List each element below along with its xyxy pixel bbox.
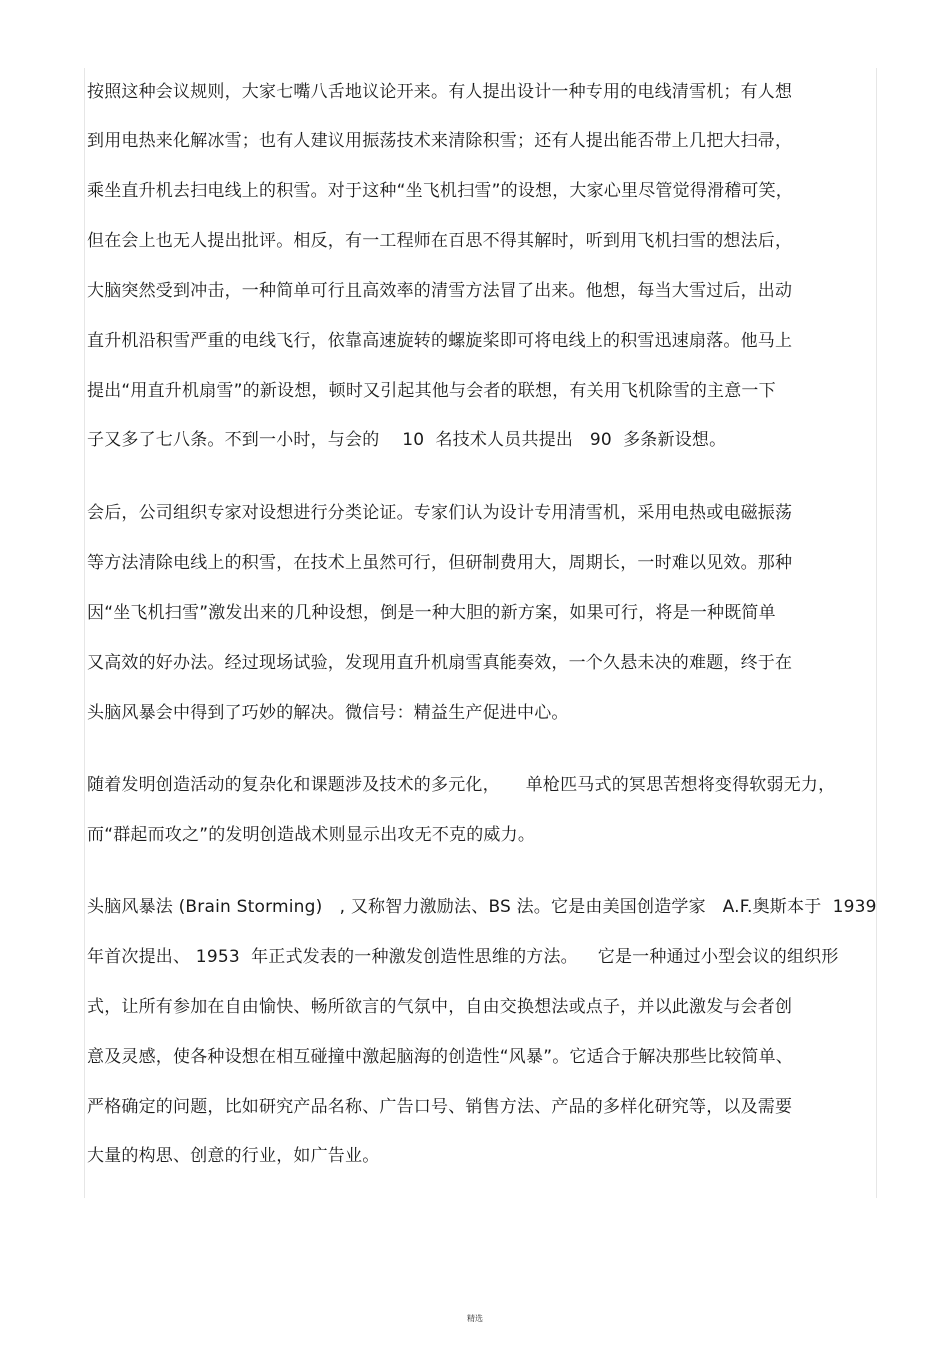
paragraph-2-line-4: 又高效的好办法。经过现场试验，发现用直升机扇雪真能奏效，一个久悬未决的难题，终于在 [87, 653, 793, 673]
paragraph-2-line-2: 等方法清除电线上的积雪，在技术上虽然可行，但研制费用大，周期长，一时难以见效。那种 [87, 553, 793, 573]
paragraph-3-line-2: 而“群起而攻之”的发明创造战术则显示出攻无不克的威力。 [87, 825, 536, 845]
paragraph-1-line-5: 大脑突然受到冲击，一种简单可行且高效率的清雪方法冒了出来。他想，每当大雪过后，出动 [87, 281, 793, 301]
paragraph-1-line-6: 直升机沿积雪严重的电线飞行，依靠高速旋转的螺旋桨即可将电线上的积雪迅速扇落。他马上 [87, 331, 793, 351]
paragraph-2-line-5: 头脑风暴会中得到了巧妙的解决。微信号：精益生产促进中心。 [87, 703, 569, 723]
paragraph-1-line-2: 到用电热来化解冰雪；也有人建议用振荡技术来清除积雪；还有人提出能否带上几把大扫帚， [87, 131, 793, 151]
page-border-left [84, 68, 85, 1198]
paragraph-4-line-3: 式，让所有参加在自由愉快、畅所欲言的气氛中，自由交换想法或点子，并以此激发与会者创 [87, 997, 793, 1017]
paragraph-2-line-1: 会后，公司组织专家对设想进行分类论证。专家们认为设计专用清雪机，采用电热或电磁振荡 [87, 503, 793, 523]
paragraph-1-line-4: 但在会上也无人提出批评。相反，有一工程师在百思不得其解时，听到用飞机扫雪的想法后， [87, 231, 793, 251]
paragraph-1-line-1: 按照这种会议规则，大家七嘴八舌地议论开来。有人提出设计一种专用的电线清雪机；有人想 [87, 82, 793, 102]
paragraph-1-line-8: 子又多了七八条。不到一小时，与会的 10 名技术人员共提出 90 多条新设想。 [87, 430, 727, 450]
paragraph-3-line-1: 随着发明创造活动的复杂化和课题涉及技术的多元化， 单枪匹马式的冥思苦想将变得软弱无力， [87, 775, 836, 795]
paragraph-1-line-7: 提出“用直升机扇雪”的新设想，顿时又引起其他与会者的联想，有关用飞机除雪的主意一下 [87, 381, 776, 401]
paragraph-4-line-5: 严格确定的问题，比如研究产品名称、广告口号、销售方法、产品的多样化研究等，以及需要 [87, 1097, 793, 1117]
paragraph-4-line-1: 头脑风暴法 (Brain Storming) , 又称智力激励法、BS 法。它是由美国创造学家 A.F.奥斯本于 1939 [87, 897, 877, 917]
paragraph-4-line-6: 大量的构思、创意的行业，如广告业。 [87, 1146, 380, 1166]
paragraph-2-line-3: 因“坐飞机扫雪”激发出来的几种设想，倒是一种大胆的新方案，如果可行，将是一种既简单 [87, 603, 776, 623]
paragraph-4-line-2: 年首次提出、 1953 年正式发表的一种激发创造性思维的方法。 它是一种通过小型会议的组织形 [87, 947, 839, 967]
paragraph-1-line-3: 乘坐直升机去扫电线上的积雪。对于这种“坐飞机扫雪”的设想，大家心里尽管觉得滑稽可笑， [87, 181, 794, 201]
page-footer-label: 精选 [467, 1314, 483, 1323]
paragraph-4-line-4: 意及灵感，使各种设想在相互碰撞中激起脑海的创造性“风暴”。它适合于解决那些比较简单、 [87, 1047, 794, 1067]
page-border-right [876, 68, 877, 1198]
